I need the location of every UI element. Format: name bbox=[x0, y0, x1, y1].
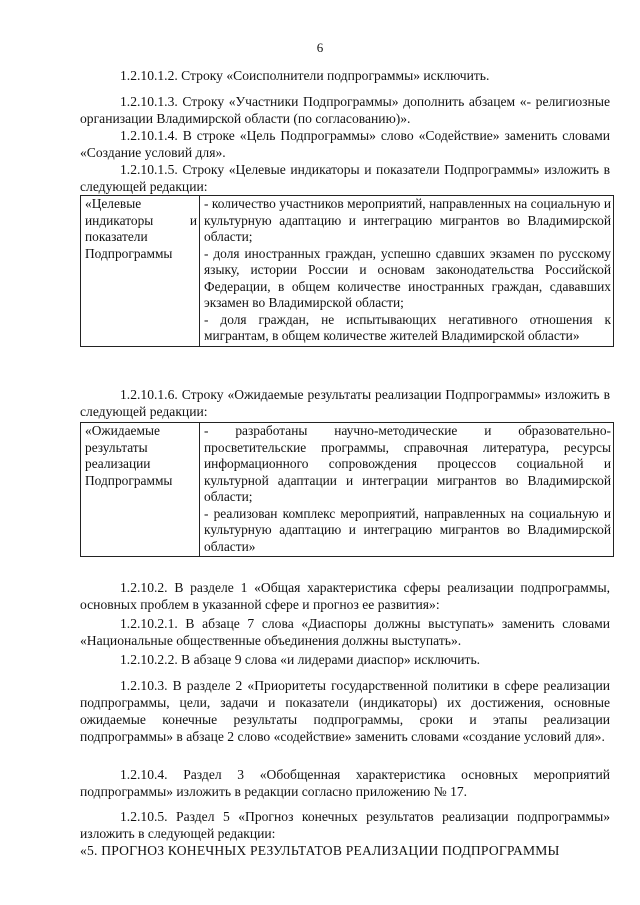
result-item: - реализован комплекс мероприятий, направленных на социальную и культурную адаптацию и интеграцию мигрантов во Владимирской области» bbox=[204, 505, 611, 554]
paragraph-1-2-10-1-6: 1.2.10.1.6. Строку «Ожидаемые результаты реализации Подпрограммы» изложить в следующей редакции: bbox=[80, 387, 610, 419]
expected-results-table bbox=[80, 422, 614, 557]
paragraph-1-2-10-1-3: 1.2.10.1.3. Строку «Участники Подпрограммы» дополнить абзацем «- религиозные организации Владимирской области (по согласованию)». bbox=[80, 94, 610, 126]
paragraph-1-2-10-1-5: 1.2.10.1.5. Строку «Целевые индикаторы и показатели Подпрограммы» изложить в следующей редакции: bbox=[80, 162, 610, 194]
paragraph-1-2-10-4: 1.2.10.4. Раздел 3 «Обобщенная характеристика основных мероприятий подпрограммы» изложить в редакции согласно приложению № 17. bbox=[80, 767, 610, 799]
paragraph-1-2-10-5: 1.2.10.5. Раздел 5 «Прогноз конечных результатов реализации подпрограммы» изложить в следующей редакции: bbox=[80, 809, 610, 841]
paragraph-1-2-10-2: 1.2.10.2. В разделе 1 «Общая характеристика сферы реализации подпрограммы, основных проблем в указанной сфере и прогноз ее развития»: bbox=[80, 580, 610, 612]
indicator-item: - количество участников мероприятий, направленных на социальную и культурную адаптацию и интеграцию мигрантов во Владимирской области; bbox=[204, 196, 611, 244]
paragraph-1-2-10-1-4: 1.2.10.1.4. В строке «Цель Подпрограммы» слово «Содействие» заменить словами «Создание условий для». bbox=[80, 128, 610, 160]
paragraph-1-2-10-1-2: 1.2.10.1.2. Строку «Соисполнители подпрограммы» исключить. bbox=[120, 68, 490, 83]
result-item: - разработаны научно-методические и образовательно-просветительские программы, справочная литература, ресурсы информационного сопровождения процессов социальной и культурной адаптации и интеграции мигрантов во Владимирской области; bbox=[204, 423, 611, 504]
indicators-label-cell: «Целевые индикаторы и показатели Подпрограммы bbox=[81, 196, 200, 347]
section-5-heading: «5. ПРОГНОЗ КОНЕЧНЫХ РЕЗУЛЬТАТОВ РЕАЛИЗАЦИИ ПОДПРОГРАММЫ bbox=[80, 843, 560, 858]
results-label-cell: «Ожидаемые результаты реализации Подпрограммы bbox=[81, 423, 200, 557]
results-content-cell bbox=[200, 423, 614, 557]
indicators-content-cell bbox=[200, 196, 614, 347]
paragraph-1-2-10-3: 1.2.10.3. В разделе 2 «Приоритеты государственной политики в сфере реализации подпрограммы, цели, задачи и показатели (индикаторы) их достижения, основные ожидаемые конечные результаты подпрограммы, сроки и этапы реализации подпрограммы» в абзаце 2 слово «содействие» заменить словами «создание условий для». bbox=[80, 678, 610, 744]
page-number: 6 bbox=[316, 40, 324, 55]
indicators-table bbox=[80, 195, 614, 347]
indicator-item: - доля иностранных граждан, успешно сдавших экзамен по русскому языку, истории России и основам законодательства Российской Федерации, в общем количестве иностранных граждан, сдававших экзамен во Владимирской области; bbox=[204, 245, 611, 310]
paragraph-1-2-10-2-2: 1.2.10.2.2. В абзаце 9 слова «и лидерами диаспор» исключить. bbox=[120, 652, 481, 667]
indicator-item: - доля граждан, не испытывающих негативного отношения к мигрантам, в общем количестве жителей Владимирской области» bbox=[204, 311, 611, 343]
paragraph-1-2-10-2-1: 1.2.10.2.1. В абзаце 7 слова «Диаспоры должны выступать» заменить словами «Национальные общественные объединения должны выступать». bbox=[80, 616, 610, 648]
